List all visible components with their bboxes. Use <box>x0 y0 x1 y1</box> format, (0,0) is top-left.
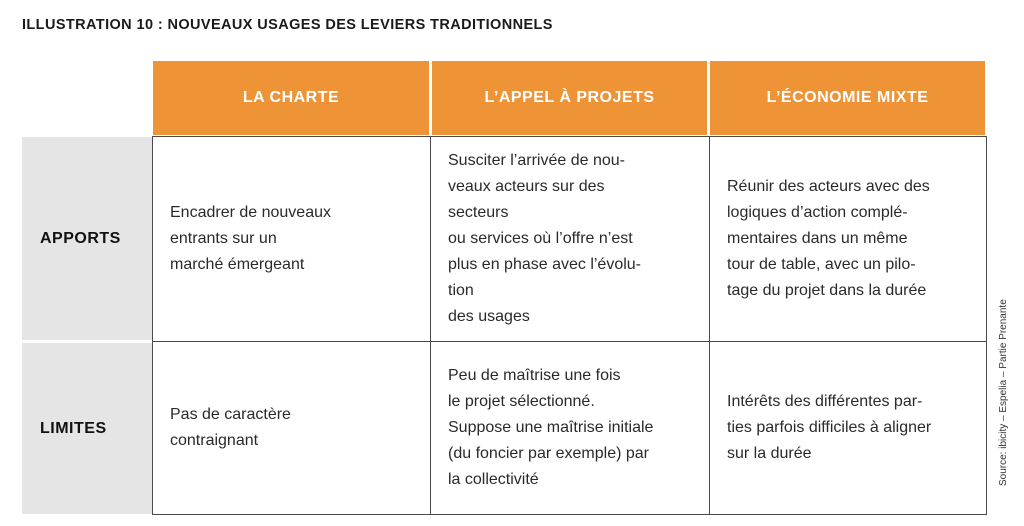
row-label-limites: LIMITES <box>22 343 152 514</box>
cell-apports-charte: Encadrer de nouveaux entrants sur un marché émergeant <box>170 203 331 273</box>
row-label-apports: APPORTS <box>22 137 152 340</box>
table-divider <box>152 341 987 342</box>
source-credit: Source: ibicity – Espelia – Partie Prenante <box>998 299 1009 486</box>
table-divider <box>152 136 987 137</box>
table-divider <box>152 514 987 515</box>
table-divider <box>986 136 987 515</box>
column-header-economie-mixte: L’ÉCONOMIE MIXTE <box>710 61 985 135</box>
illustration-title: ILLUSTRATION 10 : NOUVEAUX USAGES DES LEVIERS TRADITIONNELS <box>22 17 553 33</box>
table-divider <box>430 136 431 515</box>
column-header-charte: LA CHARTE <box>153 61 429 135</box>
column-header-appel-a-projets: L’APPEL À PROJETS <box>432 61 707 135</box>
table-divider <box>709 136 710 515</box>
cell-limites-charte: Pas de caractère contraignant <box>170 406 291 449</box>
cell-apports-economie-mixte: Réunir des acteurs avec des logiques d’action complé- mentaires dans un même tour de table, avec un pilo- tage du projet dans la durée <box>727 177 930 299</box>
table-divider <box>152 136 153 515</box>
cell-limites-appel-a-projets: Peu de maîtrise une fois le projet sélectionné. Suppose une maîtrise initiale (du foncier par exemple) par la collectivité <box>448 367 654 488</box>
cell-apports-appel-a-projets: Susciter l’arrivée de nou- veaux acteurs sur des secteurs ou services où l’offre n’est plus en phase avec l’évolu- tion des usages <box>448 151 642 325</box>
cell-limites-economie-mixte: Intérêts des différentes par- ties parfois difficiles à aligner sur la durée <box>727 393 932 462</box>
